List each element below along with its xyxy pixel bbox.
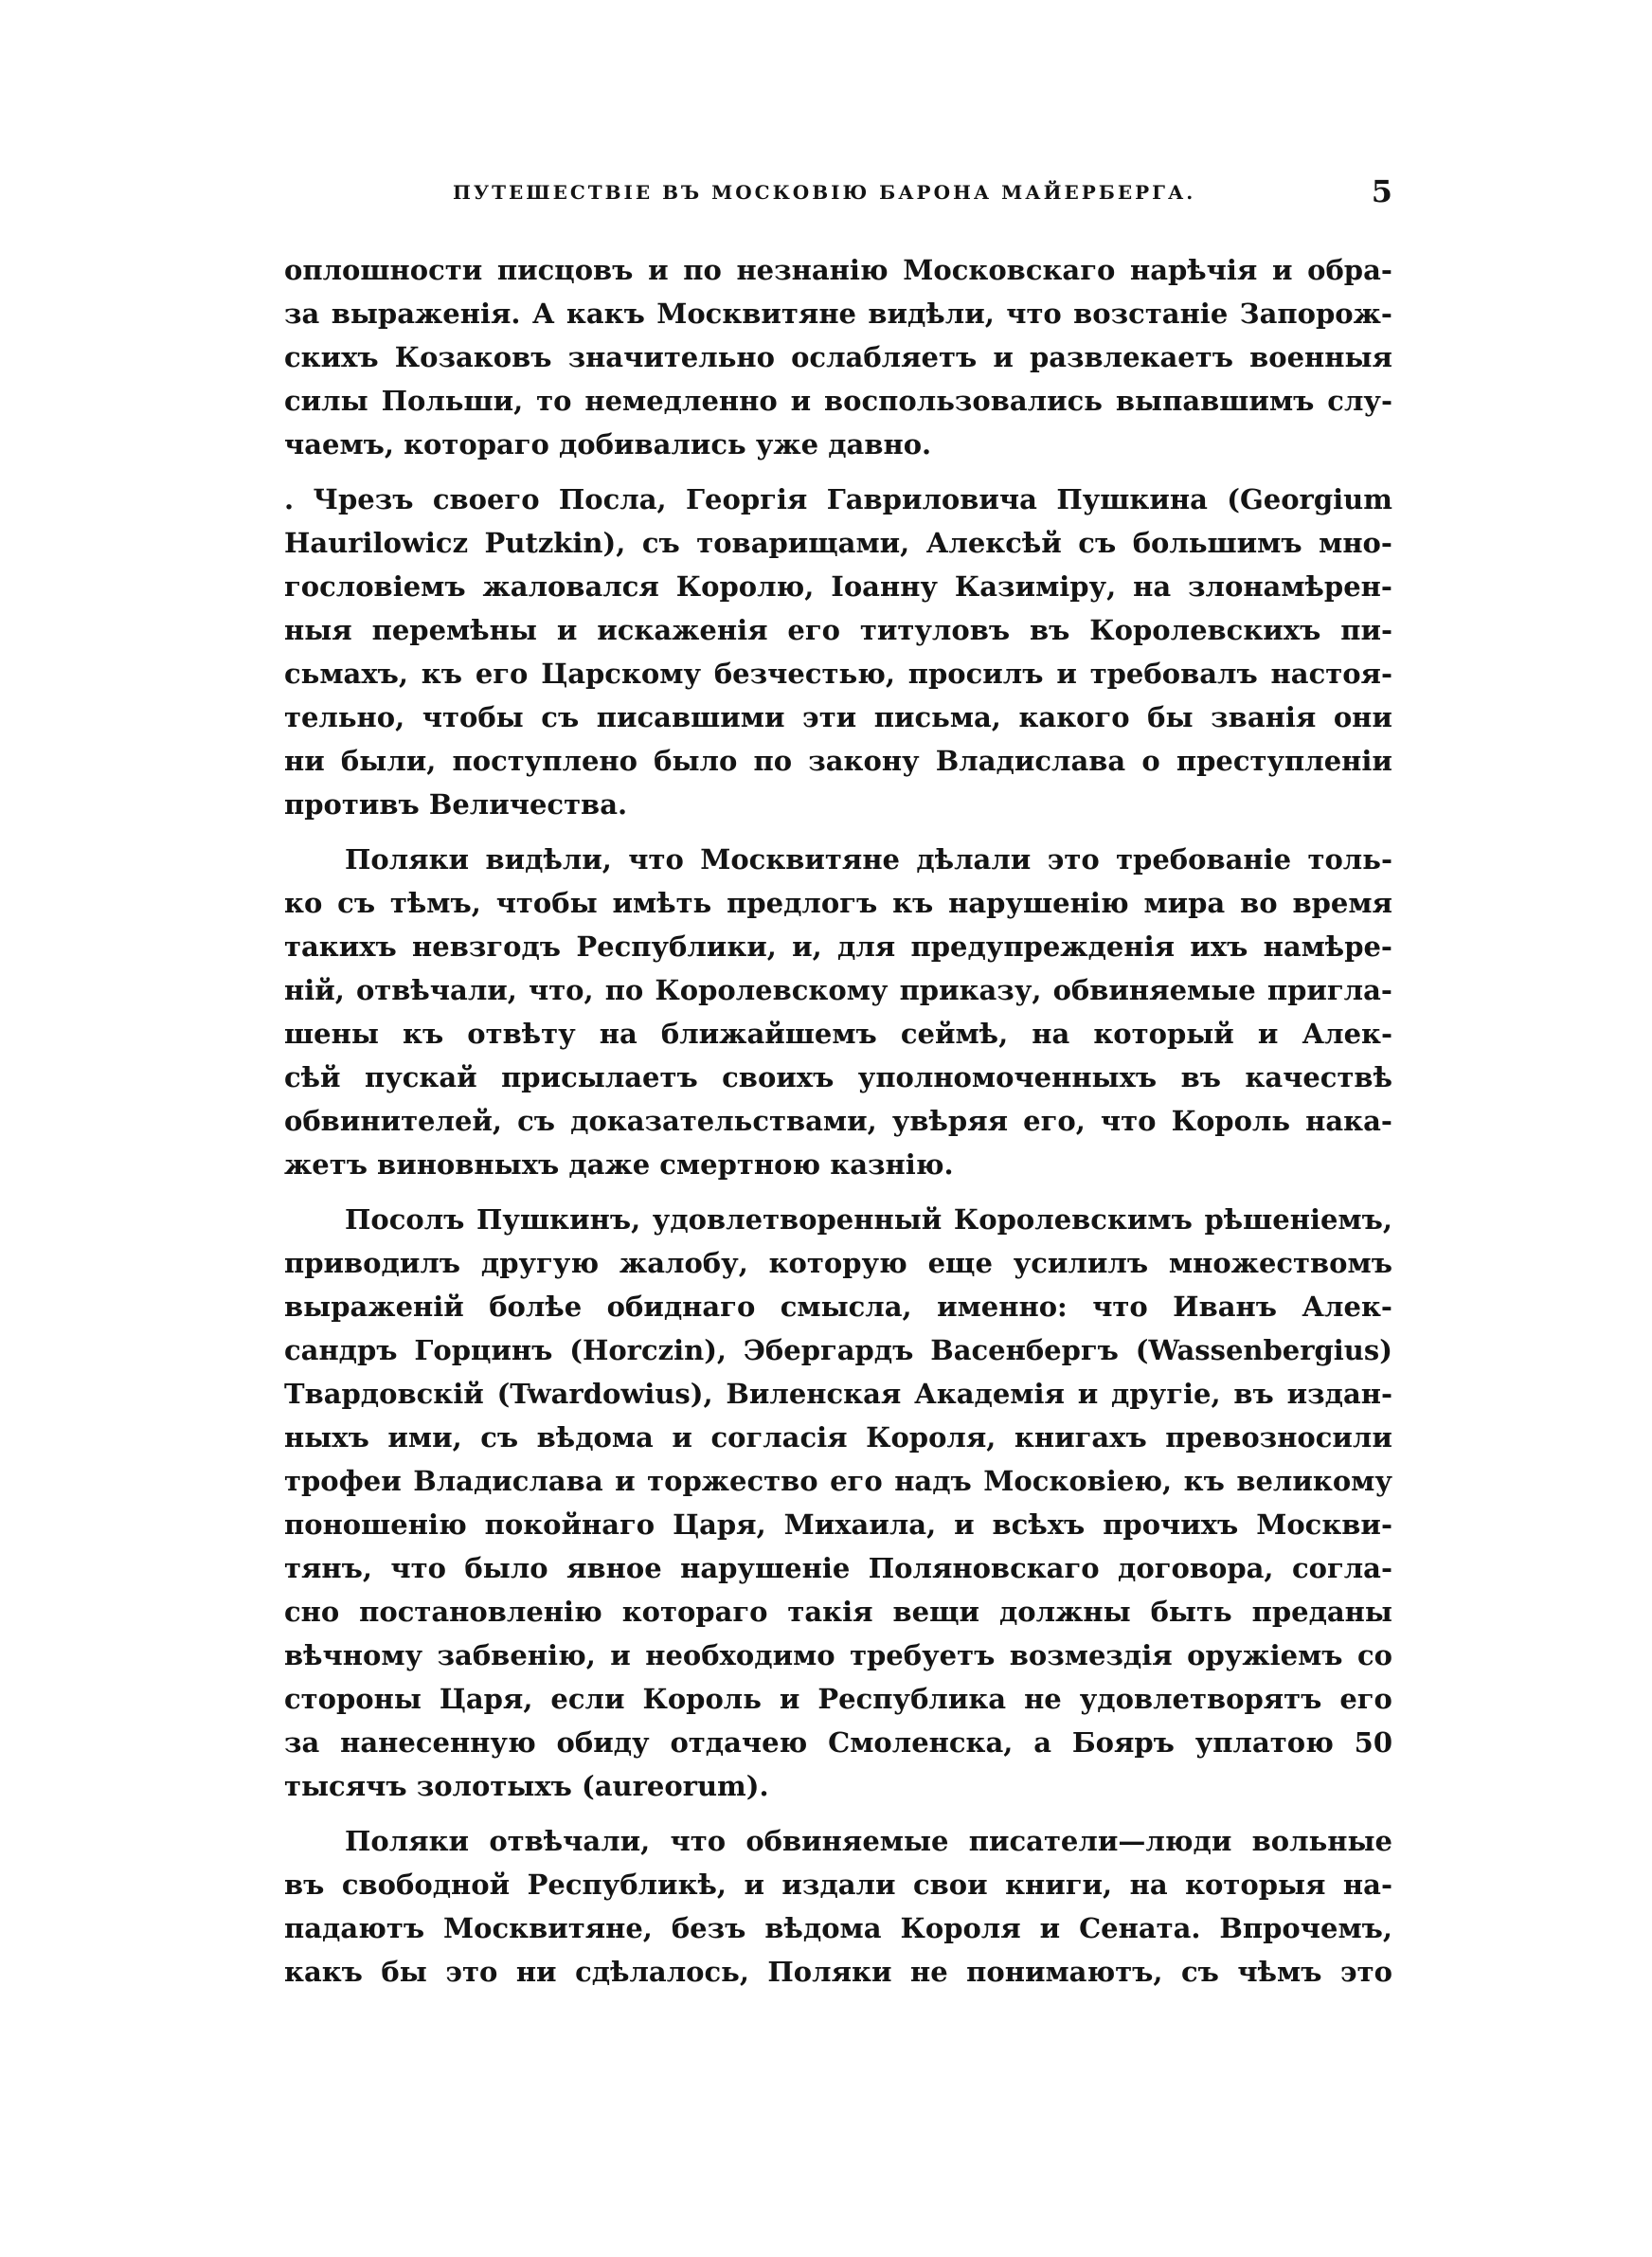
text-line: стороны Царя, если Король и Республика не удовлетворятъ его xyxy=(284,1683,1392,1715)
text-line: приводилъ другую жалобу, которую еще усилилъ множествомъ xyxy=(284,1247,1392,1279)
text-line: Поляки видѣли, что Москвитяне дѣлали это требованіе толь- xyxy=(345,843,1392,876)
text-line: въ свободной Республикѣ, и издали свои книги, на которыя на- xyxy=(284,1869,1392,1901)
text-line: тысячъ золотыхъ (aureorum). xyxy=(284,1770,769,1802)
page-number: 5 xyxy=(1371,173,1392,209)
text-line: чаемъ, котораго добивались уже давно. xyxy=(284,428,932,460)
paragraph xyxy=(284,248,1392,466)
text-line: силы Польши, то немедленно и воспользовались выпавшимъ слу- xyxy=(284,385,1392,417)
text-line: за нанесенную обиду отдачею Смоленска, а Бояръ уплатою 50 xyxy=(284,1726,1392,1759)
text-line: сно постановленію котораго такія вещи должны быть преданы xyxy=(284,1596,1392,1628)
running-title: ПУТЕШЕСТВІЕ ВЪ МОСКОВІЮ БАРОНА МАЙЕРБЕРГА. xyxy=(453,181,1196,204)
text-line: Haurilowicz Putzkin), съ товарищами, Алексѣй съ большимъ мно- xyxy=(284,527,1392,559)
text-line: гословіемъ жаловался Королю, Іоанну Казиміру, на злонамѣрен- xyxy=(284,570,1392,603)
text-line: оплошности писцовъ и по незнанію Московскаго нарѣчія и обра- xyxy=(284,254,1392,286)
text-line: ній, отвѣчали, что, по Королевскому приказу, обвиняемые пригла- xyxy=(284,974,1392,1006)
text-line: сьмахъ, къ его Царскому безчестью, просилъ и требовалъ настоя- xyxy=(284,658,1392,690)
text-line: вѣчному забвенію, и необходимо требуетъ возмездія оружіемъ со xyxy=(284,1639,1392,1671)
paragraph xyxy=(284,1198,1392,1808)
text-line: Поляки отвѣчали, что обвиняемые писатели—люди вольные xyxy=(345,1825,1392,1857)
text-line: ныхъ ими, съ вѣдома и согласія Короля, книгахъ превозносили xyxy=(284,1421,1392,1454)
text-line: падаютъ Москвитяне, безъ вѣдома Короля и Сената. Впрочемъ, xyxy=(284,1912,1392,1944)
text-line: за выраженія. А какъ Москвитяне видѣли, что возстаніе Запорож- xyxy=(284,298,1392,330)
paragraph xyxy=(284,478,1392,826)
text-line: обвинителей, съ доказательствами, увѣряя его, что Король нака- xyxy=(284,1105,1392,1137)
text-line: сѣй пускай присылаетъ своихъ уполномоченныхъ въ качествѣ xyxy=(284,1061,1392,1093)
text-line: шены къ отвѣту на ближайшемъ сеймѣ, на который и Алек- xyxy=(284,1018,1392,1050)
text-line: трофеи Владислава и торжество его надъ Московіею, къ великому xyxy=(284,1465,1392,1497)
text-line: ко съ тѣмъ, чтобы имѣть предлогъ къ нарушенію мира во время xyxy=(284,887,1392,919)
text-line: скихъ Козаковъ значительно ослабляетъ и развлекаетъ военныя xyxy=(284,341,1392,373)
text-line: какъ бы это ни сдѣлалось, Поляки не понимаютъ, съ чѣмъ это xyxy=(284,1956,1392,1988)
text-line: ныя перемѣны и искаженія его титуловъ въ Королевскихъ пи- xyxy=(284,614,1392,646)
text-line: . Чрезъ своего Посла, Георгія Гавриловича Пушкина (Georgium xyxy=(284,483,1392,515)
body-text xyxy=(284,248,1392,2005)
text-line: жетъ виновныхъ даже смертною казнію. xyxy=(284,1148,954,1181)
running-head xyxy=(284,173,1392,221)
paragraph xyxy=(284,838,1392,1186)
text-line: Посолъ Пушкинъ, удовлетворенный Королевскимъ рѣшеніемъ, xyxy=(345,1203,1392,1236)
text-line: поношенію покойнаго Царя, Михаила, и всѣхъ прочихъ Москви- xyxy=(284,1508,1392,1541)
text-line: тельно, чтобы съ писавшими эти письма, какого бы званія они xyxy=(284,701,1392,733)
text-line: противъ Величества. xyxy=(284,788,628,821)
text-line: Твардовскій (Twardowius), Виленская Академія и другіе, въ издан- xyxy=(284,1378,1392,1410)
text-line: ни были, поступлено было по закону Владислава о преступленіи xyxy=(284,745,1392,777)
text-line: сандръ Горцинъ (Horczin), Эбергардъ Васенбергъ (Wassenbergius) xyxy=(284,1334,1392,1366)
paragraph xyxy=(284,1819,1392,1994)
text-line: выраженій болѣе обиднаго смысла, именно: что Иванъ Алек- xyxy=(284,1291,1392,1323)
text-line: тянъ, что было явное нарушеніе Поляновскаго договора, согла- xyxy=(284,1552,1392,1584)
text-line: такихъ невзгодъ Республики, и, для предупрежденія ихъ намѣре- xyxy=(284,930,1392,963)
